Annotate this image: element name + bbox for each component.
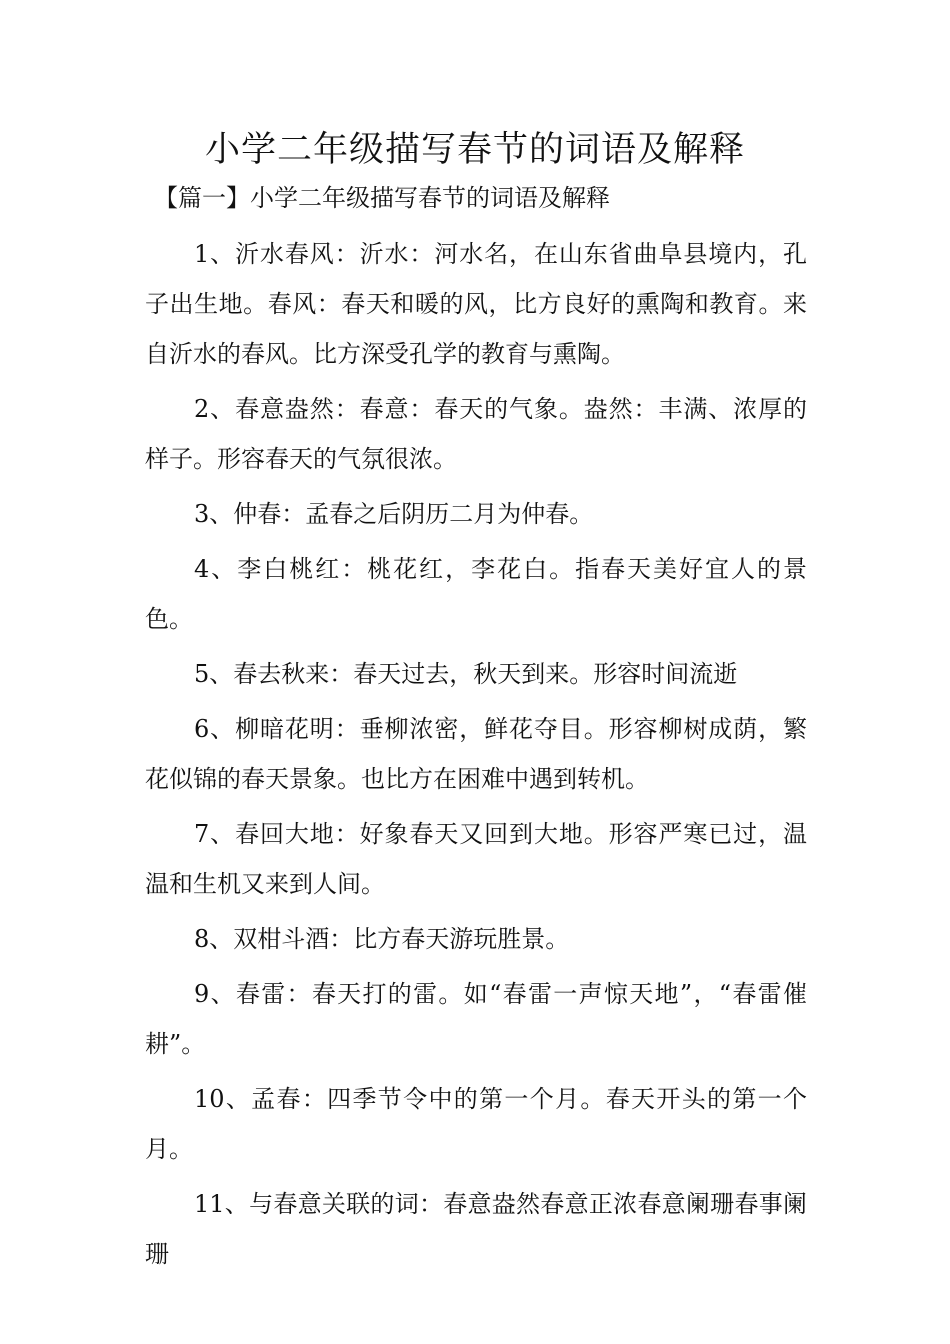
entry-paragraph: 9、春雷：春天打的雷。如“春雷一声惊天地”，“春雷催耕”。: [145, 980, 807, 1058]
document-title: 小学二年级描写春节的词语及解释: [204, 130, 745, 170]
entry-paragraph: 11、与春意关联的词：春意盎然春意正浓春意阑珊春事阑珊: [145, 1190, 807, 1268]
entry-list: [145, 229, 807, 1284]
entry-paragraph: 5、春去秋来：春天过去，秋天到来。形容时间流逝: [194, 660, 738, 688]
section-heading: 【篇一】小学二年级描写春节的词语及解释: [154, 184, 610, 212]
entry-paragraph: 10、孟春：四季节令中的第一个月。春天开头的第一个月。: [145, 1085, 807, 1163]
entry-paragraph: 7、春回大地：好象春天又回到大地。形容严寒已过，温温和生机又来到人间。: [145, 820, 807, 898]
entry-paragraph: 3、仲春：孟春之后阴历二月为仲春。: [194, 500, 594, 528]
entry-paragraph: 4、李白桃红：桃花红，李花白。指春天美好宜人的景色。: [145, 555, 807, 633]
entry-paragraph: 1、沂水春风：沂水：河水名，在山东省曲阜县境内，孔子出生地。春风：春天和暖的风，比方良好的熏陶和教育。来自沂水的春风。比方深受孔学的教育与熏陶。: [145, 240, 807, 368]
entry-paragraph: 6、柳暗花明：垂柳浓密，鲜花夺目。形容柳树成荫，繁花似锦的春天景象。也比方在困难中遇到转机。: [145, 715, 807, 793]
entry-paragraph: 2、春意盎然：春意：春天的气象。盎然：丰满、浓厚的样子。形容春天的气氛很浓。: [145, 395, 807, 473]
entry-paragraph: 8、双柑斗酒：比方春天游玩胜景。: [194, 925, 570, 953]
